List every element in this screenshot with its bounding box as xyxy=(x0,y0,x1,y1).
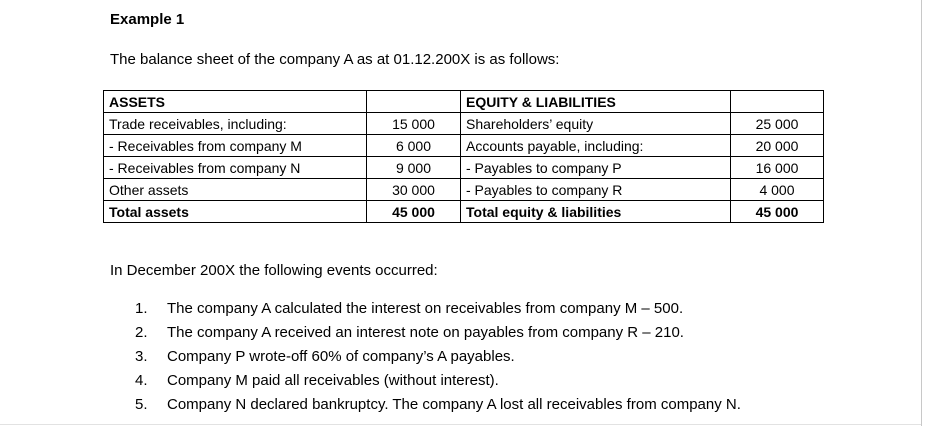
list-item-text: Company M paid all receivables (without interest). xyxy=(167,372,499,389)
balance-sheet-table xyxy=(103,90,824,223)
list-item xyxy=(135,369,741,393)
equity-value: 20 000 xyxy=(731,135,824,157)
assets-header: ASSETS xyxy=(104,91,367,113)
equity-value: 4 000 xyxy=(731,179,824,201)
list-item-number: 5. xyxy=(135,396,148,413)
page-edge-bottom xyxy=(0,424,921,425)
asset-label: Other assets xyxy=(104,179,367,201)
asset-label: - Receivables from company N xyxy=(104,157,367,179)
total-equity-label: Total equity & liabilities xyxy=(461,201,731,223)
page-edge-right xyxy=(921,0,922,426)
equity-label: Accounts payable, including: xyxy=(461,135,731,157)
equity-header-value-cell xyxy=(731,91,824,113)
total-row xyxy=(104,201,824,223)
list-item-number: 3. xyxy=(135,348,148,365)
list-item-text: Company P wrote-off 60% of company’s A payables. xyxy=(167,348,515,365)
list-item xyxy=(135,393,741,417)
list-item-number: 4. xyxy=(135,372,148,389)
equity-value: 16 000 xyxy=(731,157,824,179)
list-item xyxy=(135,321,741,345)
list-item-text: The company A received an interest note on payables from company R – 210. xyxy=(167,324,684,341)
equity-value: 25 000 xyxy=(731,113,824,135)
asset-value: 15 000 xyxy=(367,113,461,135)
list-item-number: 2. xyxy=(135,324,148,341)
asset-value: 30 000 xyxy=(367,179,461,201)
total-assets-value: 45 000 xyxy=(367,201,461,223)
list-item-number: 1. xyxy=(135,300,148,317)
equity-liabilities-header: EQUITY & LIABILITIES xyxy=(461,91,731,113)
total-assets-label: Total assets xyxy=(104,201,367,223)
events-list xyxy=(135,297,741,417)
total-equity-value: 45 000 xyxy=(731,201,824,223)
list-item-text: The company A calculated the interest on receivables from company M – 500. xyxy=(167,300,684,317)
list-item xyxy=(135,345,741,369)
list-item-text: Company N declared bankruptcy. The company A lost all receivables from company N. xyxy=(167,396,741,413)
equity-label: - Payables to company R xyxy=(461,179,731,201)
list-item xyxy=(135,297,741,321)
table-header-row xyxy=(104,91,824,113)
asset-label: Trade receivables, including: xyxy=(104,113,367,135)
assets-header-value-cell xyxy=(367,91,461,113)
asset-value: 9 000 xyxy=(367,157,461,179)
table-row xyxy=(104,135,824,157)
table-row xyxy=(104,157,824,179)
equity-label: Shareholders’ equity xyxy=(461,113,731,135)
table-row xyxy=(104,179,824,201)
intro-text: The balance sheet of the company A as at 01.12.200X is as follows: xyxy=(110,51,560,68)
example-heading: Example 1 xyxy=(110,11,185,28)
asset-value: 6 000 xyxy=(367,135,461,157)
equity-label: - Payables to company P xyxy=(461,157,731,179)
events-intro-text: In December 200X the following events occurred: xyxy=(110,262,438,279)
table-row xyxy=(104,113,824,135)
asset-label: - Receivables from company M xyxy=(104,135,367,157)
